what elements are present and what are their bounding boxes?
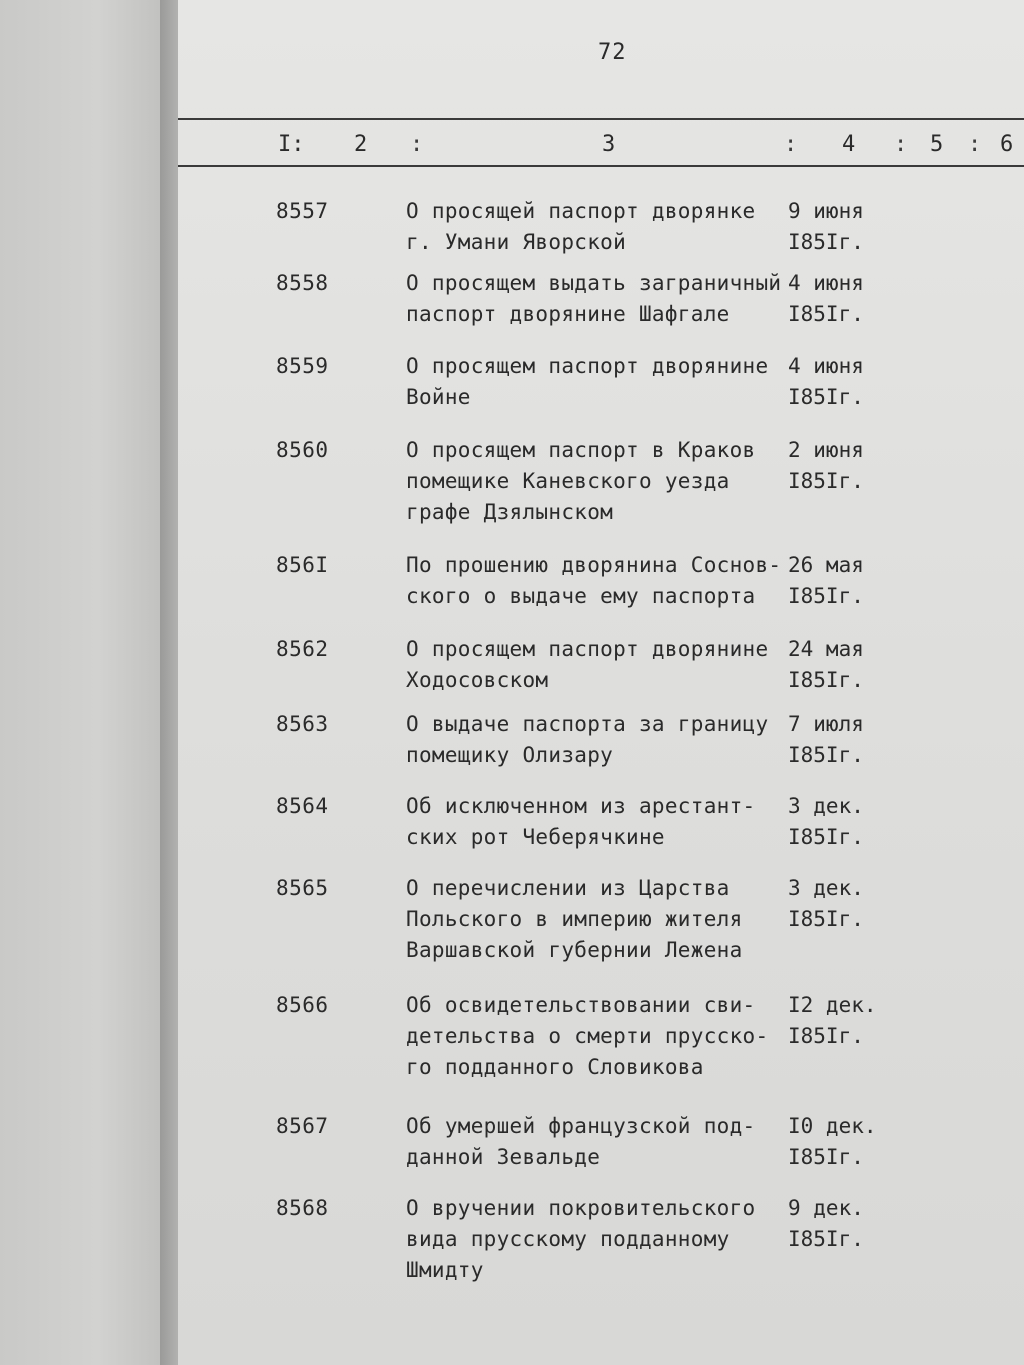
- entry-description: О перечислении из Царства Польского в империю жителя Варшавской губернии Лежена: [406, 876, 743, 962]
- column-separator: :: [410, 132, 424, 157]
- column-header-5: 5: [930, 132, 944, 157]
- entry-date: 7 июля I85Iг.: [788, 712, 864, 767]
- entry-description: О просящем паспорт дворянине Войне: [406, 354, 769, 409]
- entry-number: 8558: [276, 271, 329, 295]
- entry-number: 8566: [276, 993, 329, 1017]
- header-top-rule: [178, 118, 1024, 120]
- entry-description: О просящем паспорт дворянине Ходосовском: [406, 637, 769, 692]
- entry-description: О вручении покровительского вида прусскому подданному Шмидту: [406, 1196, 756, 1282]
- column-header-6: 6: [1000, 132, 1014, 157]
- column-header-4: 4: [842, 132, 856, 157]
- entry-number: 8562: [276, 637, 329, 661]
- document-page: [178, 0, 1024, 1365]
- entry-number: 8567: [276, 1114, 329, 1138]
- column-separator: :: [894, 132, 908, 157]
- entry-date: 4 июня I85Iг.: [788, 354, 864, 409]
- entry-description: О просящем паспорт в Краков помещике Каневского уезда графе Дзялынском: [406, 438, 756, 524]
- column-separator: :: [968, 132, 982, 157]
- entry-description: Об исключенном из арестант- ских рот Чеберячкине: [406, 794, 756, 849]
- entry-date: 9 июня I85Iг.: [788, 199, 864, 254]
- entry-description: О просящей паспорт дворянке г. Умани Яворской: [406, 199, 756, 254]
- entry-number: 8559: [276, 354, 329, 378]
- entry-description: О просящем выдать заграничный паспорт дворянине Шафгале: [406, 271, 782, 326]
- column-header-2: 2: [354, 132, 368, 157]
- entry-number: 8564: [276, 794, 329, 818]
- entry-description: Об умершей французской под- данной Зевальде: [406, 1114, 756, 1169]
- entry-number: 8557: [276, 199, 329, 223]
- page-number: 72: [598, 40, 627, 65]
- entry-date: 24 мая I85Iг.: [788, 637, 864, 692]
- entry-description: По прошению дворянина Соснов- ского о выдаче ему паспорта: [406, 553, 782, 608]
- entry-number: 8563: [276, 712, 329, 736]
- header-bottom-rule: [178, 165, 1024, 167]
- column-separator: :: [784, 132, 798, 157]
- entry-description: Об освидетельствовании сви- детельства о смерти прусско- го подданного Словикова: [406, 993, 769, 1079]
- column-header-1: I:: [278, 132, 305, 157]
- entry-description: О выдаче паспорта за границу помещику Олизару: [406, 712, 769, 767]
- entry-number: 8568: [276, 1196, 329, 1220]
- entry-date: 3 дек. I85Iг.: [788, 876, 864, 931]
- entry-date: I2 дек. I85Iг.: [788, 993, 877, 1048]
- entry-date: 2 июня I85Iг.: [788, 438, 864, 493]
- entry-number: 8565: [276, 876, 329, 900]
- entry-date: I0 дек. I85Iг.: [788, 1114, 877, 1169]
- entry-date: 3 дек. I85Iг.: [788, 794, 864, 849]
- facing-page: [0, 0, 178, 1365]
- entry-date: 4 июня I85Iг.: [788, 271, 864, 326]
- entry-number: 856I: [276, 553, 329, 577]
- entry-date: 26 мая I85Iг.: [788, 553, 864, 608]
- column-header-3: 3: [602, 132, 616, 157]
- entry-date: 9 дек. I85Iг.: [788, 1196, 864, 1251]
- entry-number: 8560: [276, 438, 329, 462]
